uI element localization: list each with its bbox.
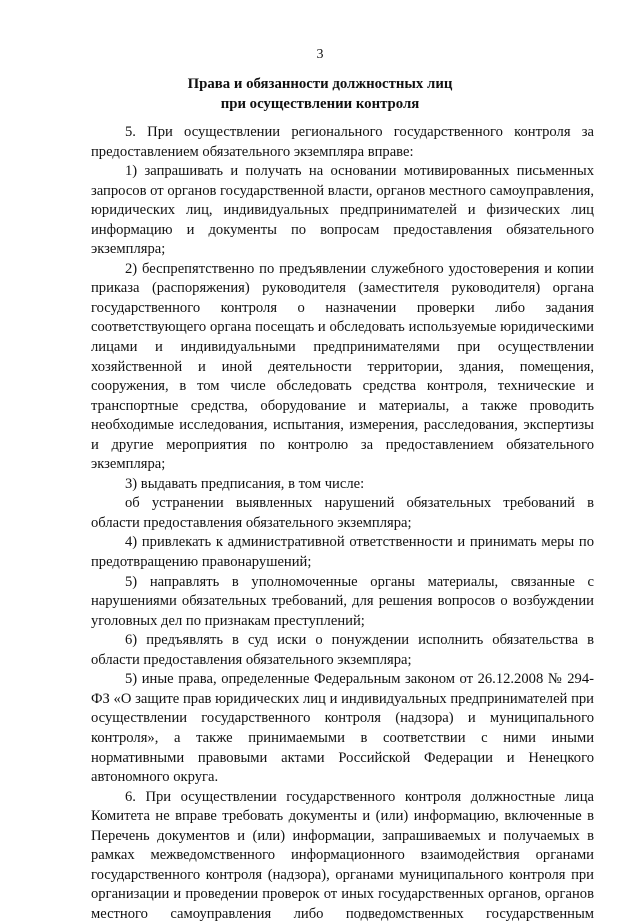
list-item-5-send-materials: 5) направлять в уполномоченные органы материалы, связанные с нарушениями обязательных требований, для решения вопросов о возбуждении уголовных дел по признакам преступлений; [91,573,594,629]
heading-line-1: Права и обязанности должностных лиц [187,76,453,92]
list-item-3-subitem: об устранении выявленных нарушений обязательных требований в области предоставления обязательного экземпляра; [91,495,594,531]
list-item-5-other-rights: 5) иные права, определенные Федеральным законом от 26.12.2008 № 294-ФЗ «О защите прав юридических лиц и индивидуальных предпринимателей при осуществлении государственного контроля (надзора) и муниципального контроля», а также принимаемыми в соответствии с ними иными нормативными правовыми актами Российской Федерации и Ненецкого автономного округа. [91,671,594,786]
list-item-4-administrative-liability: 4) привлекать к административной ответственности и принимать меры по предотвращению правонарушений; [91,534,594,571]
section-heading [60,74,580,114]
paragraph-6-restrictions: 6. При осуществлении государственного контроля должностные лица Комитета не вправе требовать документы и (или) информацию, включенные в Перечень документов и (или) информации, запрашиваемых и получаемых в рамках межведомственного информационного взаимодействия органами государственного контроля (надзора), органами муниципального контроля при организации и проведении проверок от иных государственных органов, органов местного самоуправления либо подведомственных государственным [91,788,594,922]
page-number: 3 [316,47,324,62]
body-text [91,123,594,924]
heading-line-2: при осуществлении контроля [220,96,420,112]
list-item-2-inspect-premises: 2) беспрепятственно по предъявлении служебного удостоверения и копии приказа (распоряжения) руководителя (заместителя руководителя) органа государственного контроля о назначении проверки либо задания соответствующего органа посещать и обследовать используемые юридическими лицами и индивидуальными предпринимателями при осуществлении хозяйственной и иной деятельности территории, здания, помещения, сооружения, в том числе обследовать средства контроля, технические и транспортные средства, оборудование и материалы, а также проводить необходимые исследования, испытания, измерения, расследования, экспертизы и другие мероприятия по контролю за предоставлением обязательного экземпляра; [91,260,594,473]
list-item-3-issue-orders: 3) выдавать предписания, в том числе: [125,475,365,492]
list-item-6-court-claims: 6) предъявлять в суд иски о понуждении исполнить обязательства в области предоставления обязательного экземпляра; [91,632,594,668]
list-item-1-request-info: 1) запрашивать и получать на основании мотивированных письменных запросов от органов государственной власти, органов местного самоуправления, юридических лиц, индивидуальных предпринимателей и физических лиц информацию и документы по вопросам предоставления обязательного экземпляра; [91,163,594,258]
paragraph-5-intro: 5. При осуществлении регионального государственного контроля за предоставлением обязательного экземпляра вправе: [91,124,594,160]
